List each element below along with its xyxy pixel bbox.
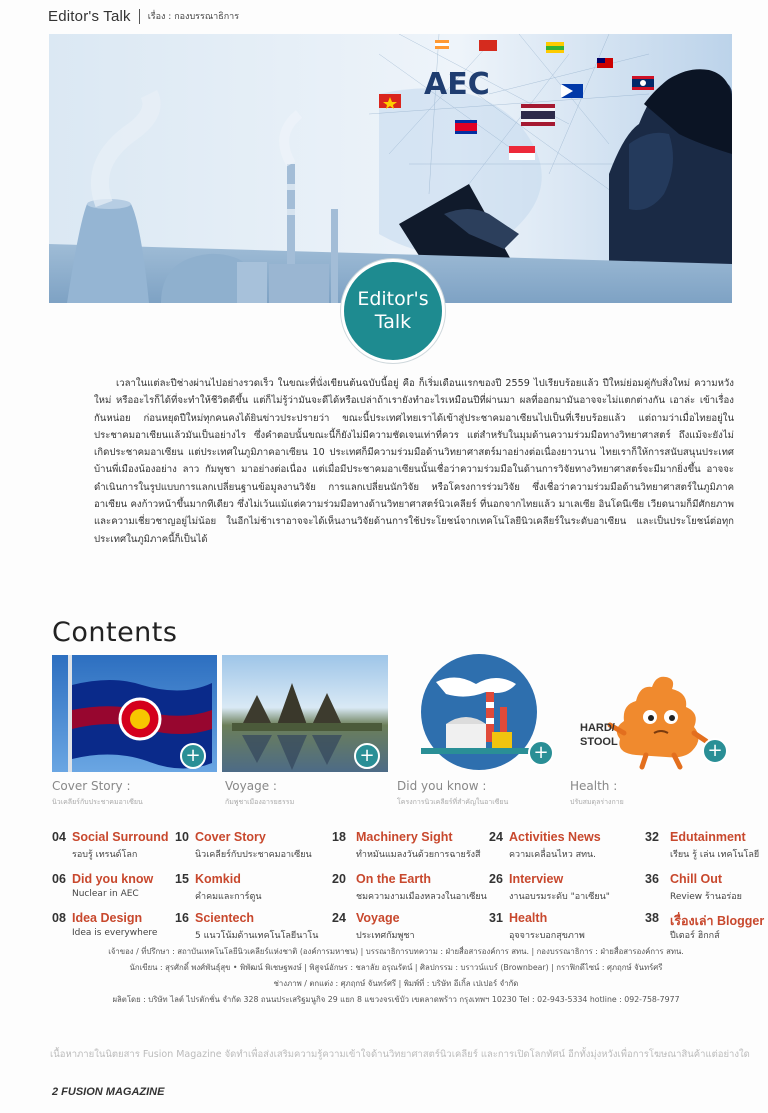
toc-title: Scientech: [195, 911, 255, 925]
plus-icon[interactable]: +: [354, 743, 380, 769]
toc-page-number: 18: [332, 830, 346, 844]
toc-title: Idea Design: [72, 911, 143, 925]
plus-icon[interactable]: +: [528, 740, 554, 766]
voyage-caption: Voyage :: [225, 779, 277, 793]
toc-description: 5 แนวโน้มด้านเทคโนโลยีนาโน: [195, 931, 319, 941]
toc-description: Review ร้านอร่อย: [670, 892, 742, 902]
badge-line-1: Editor's: [357, 288, 429, 310]
toc-title: Komkid: [195, 872, 241, 886]
toc-title: Voyage: [356, 911, 400, 925]
toc-page-number: 36: [645, 872, 659, 886]
toc-page-number: 24: [489, 830, 503, 844]
toc-description: ความเคลื่อนไหว สทน.: [509, 850, 597, 860]
health-thumb[interactable]: [576, 655, 736, 772]
toc-title: Machinery Sight: [356, 830, 453, 844]
toc-page-number: 20: [332, 872, 346, 886]
toc-page-number: 32: [645, 830, 659, 844]
cover-story-thumb[interactable]: [52, 655, 217, 772]
credits-line: นักเขียน : สุรศักดิ์ พงศ์พันธุ์สุข • พิพัฒน์ พิเชษฐพงษ์ | พิสูจน์อักษร : ชลาลัย อรุณรัตน์ | ศิลปกรรม : บราวน์แบร์ (Brownbear) | กราฟิกดีไซน์ : ศุภฤกษ์ จันทร์ศรี: [129, 963, 663, 972]
toc-title: Did you know: [72, 872, 154, 886]
toc-page-number: 31: [489, 911, 503, 925]
toc-description: นิวเคลียร์กับประชาคมอาเซียน: [195, 850, 312, 860]
section-title: Editor's Talk: [48, 7, 131, 25]
plus-icon[interactable]: +: [702, 738, 728, 764]
aec-label: AEC: [424, 67, 490, 102]
credits-block: [56, 944, 736, 1008]
hard-stool-label: HARD/ STOOL: [580, 722, 618, 748]
page-folio: 2 FUSION MAGAZINE: [52, 1086, 165, 1098]
toc-description: เรียน รู้ เล่น เทคโนโลยี: [670, 850, 760, 860]
toc-page-number: 10: [175, 830, 189, 844]
credits-line: เจ้าของ / ที่ปรึกษา : สถาบันเทคโนโลยีนิวเคลียร์แห่งชาติ (องค์การมหาชน) | บรรณาธิการบทความ : ฝ่ายสื่อสารองค์การ สทน. | กองบรรณาธิการ : ฝ่ายสื่อสารองค์การ สทน.: [108, 947, 684, 956]
editors-talk-badge: [341, 259, 445, 363]
toc-description: อุจจาระบอกสุขภาพ: [509, 931, 585, 941]
toc-title: Interview: [509, 872, 564, 886]
toc-page-number: 24: [332, 911, 346, 925]
toc-page-number: 08: [52, 911, 66, 925]
toc-description: Idea is everywhere: [72, 928, 158, 938]
toc-page-number: 26: [489, 872, 503, 886]
toc-page-number: 16: [175, 911, 189, 925]
toc-title: Social Surround: [72, 830, 169, 844]
toc-title: Edutainment: [670, 830, 746, 844]
toc-description: ทำหมันแมลงวันด้วยการฉายรังสี: [356, 850, 481, 860]
toc-title: Cover Story: [195, 830, 266, 844]
badge-line-2: Talk: [374, 311, 412, 333]
toc-description: คำคมและการ์ตูน: [195, 892, 262, 902]
health-sub: ปรับสมดุลร่างกาย: [570, 798, 624, 806]
toc-description: Nuclear in AEC: [72, 889, 139, 899]
toc-title: Chill Out: [670, 872, 723, 886]
section-subtitle: เรื่อง : กองบรรณาธิการ: [147, 12, 240, 22]
credits-line: ผลิตโดย : บริษัท ไลต์ ไปรตักชั่น จำกัด 328 ถนนประเสริฐมนูกิจ 29 แยก 8 แขวงจรเข้บัว เขตลาดพร้าว กรุงเทพฯ 10230 Tel : 02-943-5334 hotline : 092-758-7977: [112, 995, 680, 1004]
disclaimer-note: เนื้อหาภายในนิตยสาร Fusion Magazine จัดทำเพื่อส่งเสริมความรู้ความเข้าใจด้านวิทยาศาสตร์นิวเคลียร์ และการเปิดโลกทัศน์ อีกทั้งมุ่งหวังเพื่อการโฆษณาสินค้าแต่อย่างใด: [50, 1049, 750, 1060]
health-caption: Health :: [570, 779, 618, 793]
page-header: [48, 6, 239, 26]
toc-title: Activities News: [509, 830, 601, 844]
contents-heading: Contents: [52, 617, 178, 648]
toc-description: ปีเตอร์ ฮิกกส์: [670, 931, 720, 941]
did-you-know-sub: โครงการนิวเคลียร์ที่สำคัญในอาเซียน: [397, 798, 509, 806]
did-you-know-thumb[interactable]: [396, 652, 562, 775]
toc-description: รอบรู้ เทรนด์โลก: [72, 850, 138, 860]
editorial-paragraph: เวลาในแต่ละปีช่างผ่านไปอย่างรวดเร็ว ในขณะที่นั่งเขียนต้นฉบับนี้อยู่ คือ ก็เริ่มเดือนแรกของปี 2559 ไปเรียบร้อยแล้ว ปีใหม่ย่อมคู่กับสิ่งใหม่ ความหวังใหม่ หรืออะไรก็ได้ที่จะทำให้ชีวิตดีขึ้น แต่ก็ไม่รู้ว่ามันจะดีได้หรือเปล่าถ้าเรายังทำอะไรเหมือนปีที่ผ่านมา ผลที่ออกมามันอาจจะไม่แตกต่างกัน เอาล่ะ เข้าเรื่องกันหน่อย ก่อนหยุดปีใหม่ทุกคนคงได้ยินข่าวประปรายว่า ขณะนี้ประเทศไทยเราได้เข้าสู่ประชาคมอาเซียนไปเป็นที่เรียบร้อยแล้ว แต่ถามว่าเมื่อไทยอยู่ในประชาคมอาเซียนแล้วมันเป็นอย่างไร ซึ่งคำตอบนั้นขณะนี้ก็ยังไม่มีความชัดเจนเท่าที่ควร แต่สำหรับในมุมด้านความร่วมมือทางวิทยาศาสตร์ ถึงแม้จะยังไม่เกิดประชาคมอาเซียน แต่ประเทศในภูมิภาคอาเซียน 10 ประเทศก็มีความร่วมมือด้านวิทยาศาสตร์มาอย่างต่อเนื่องยาวนาน ไทยเราก็ให้การสนับสนุนประเทศบ้านพี่เมืองน้องอย่าง ลาว กัมพูชา มาอย่างต่อเนื่อง แต่เมื่อมีประชาคมอาเซียนนั้นเชื่อว่าความร่วมมือในด้านการวิจัยทางวิทยาศาสตร์จะมีมากยิ่งขึ้น อาจจะดำเนินการในรูปแบบการแลกเปลี่ยนฐานข้อมูลงานวิจัย การแลกเปลี่ยนนักวิจัย หรือโครงการร่วมวิจัย ซึ่งเชื่อว่าความร่วมมือด้านวิทยาศาสตร์ในภูมิภาคอาเซียน คงก้าวหน้าขึ้นมากทีเดียว ซึ่งไม่เว้นแม้แต่ความร่วมมือทางด้านวิทยาศาสตร์นิวเคลียร์ ที่นอกจากไทยแล้ว มาเลเซีย อินโดนีเซีย เวียดนามก็มีศักยภาพและความเชี่ยวชาญอยู่ไม่น้อย ในอีกไม่ช้าเราอาจจะได้เห็นงานวิจัยด้านการใช้ประโยชน์จากเทคโนโลยีนิวเคลียร์ในระดับอาเซียน และเป็นประโยชน์ต่อทุกประเทศในภูมิภาคนี้ก็เป็นได้: [94, 378, 734, 545]
toc-title: On the Earth: [356, 872, 432, 886]
cover-story-caption: Cover Story :: [52, 779, 131, 793]
voyage-thumb[interactable]: [222, 655, 388, 772]
toc-page-number: 38: [645, 911, 659, 925]
did-you-know-caption: Did you know :: [397, 779, 487, 793]
toc-description: ชมความงามเมืองหลวงในอาเซียน: [356, 892, 487, 902]
plus-icon[interactable]: +: [180, 743, 206, 769]
toc-page-number: 06: [52, 872, 66, 886]
toc-title: เรื่องเล่า Blogger: [670, 914, 765, 928]
editorial-text: [94, 375, 734, 548]
toc-description: งานอบรมระดับ "อาเซียน": [509, 892, 610, 902]
toc-page-number: 15: [175, 872, 189, 886]
toc-description: ประเทศกัมพูชา: [356, 931, 415, 941]
toc-page-number: 04: [52, 830, 66, 844]
toc-title: Health: [509, 911, 548, 925]
credits-line: ช่างภาพ / ตกแต่ง : ศุภฤกษ์ จันทร์ศรี | พิมพ์ที่ : บริษัท อีเกิ้ล เปเปอร์ จำกัด: [273, 979, 519, 988]
cover-story-sub: นิวเคลียร์กับประชาคมอาเซียน: [52, 798, 143, 806]
header-divider: [139, 9, 140, 24]
voyage-sub: กัมพูชาเมืองอารยธรรม: [225, 798, 295, 806]
